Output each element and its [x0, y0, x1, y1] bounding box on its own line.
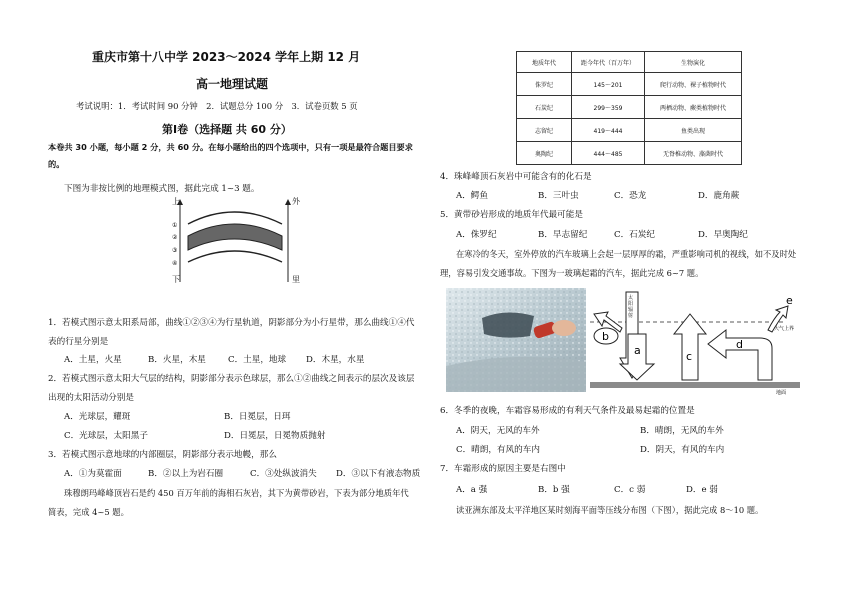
q2-option-b: B．日冕层，日珥 [224, 412, 291, 422]
q5-stem: 5．黄带砂岩形成的地质年代最可能是 [440, 210, 583, 220]
label-bottom-right: 里 [292, 275, 300, 284]
page-title: 重庆市第十八中学 2023～2024 学年上期 12 月 [92, 50, 361, 64]
table-row [517, 142, 742, 165]
cleared-patch [482, 312, 534, 337]
model-figure [166, 196, 306, 288]
q1-option-a: A．土星，火星 [64, 355, 122, 365]
shaded-band [188, 224, 282, 250]
table-cell: 奥陶纪 [517, 142, 572, 165]
q2-option-d: D．日冕层，日冕物质抛射 [224, 431, 326, 441]
table-row [517, 73, 742, 96]
label-top-right: 外 [292, 197, 300, 206]
curve-1 [188, 212, 282, 224]
q4-stem: 4．珠峰峰顶石灰岩中可能含有的化石是 [440, 172, 592, 182]
q5-option-a: A．侏罗纪 [456, 230, 497, 240]
geologic-time-table [516, 51, 742, 165]
q4-option-b: B．三叶虫 [538, 191, 579, 201]
marker-3: ③ [172, 247, 178, 254]
label-ground: 地面 [776, 390, 787, 396]
table-cell: 爬行动物、裸子植物时代 [645, 73, 742, 96]
intro-q6-7-b: 理，容易引发交通事故。下图为一玻璃起霜的汽车，据此完成 6~7 题。 [440, 268, 704, 278]
label-d: d [736, 338, 743, 351]
arrow-a [620, 334, 654, 380]
q6-option-a: A．阴天，无风的车外 [456, 426, 540, 436]
q7-option-c: C．c 弱 [614, 485, 646, 495]
q7-stem: 7．车霜形成的原因主要是右图中 [440, 464, 566, 474]
table-row [517, 96, 742, 119]
frost-radiation-diagram [590, 286, 806, 398]
table-header-row [517, 52, 742, 73]
table-cell: 444～485 [572, 142, 645, 165]
q6-stem: 6．冬季的夜晚，车霜容易形成的有利天气条件及最易起霜的位置是 [440, 406, 695, 416]
table-cell: 志留纪 [517, 119, 572, 142]
intro-q4-5-a: 珠穆朗玛峰峰顶岩石是约 450 百万年前的海相石灰岩，其下为黄带砂岩，下表为部分地质年代 [64, 488, 409, 498]
intro-q8-10: 读亚洲东部及太平洋地区某时刻海平面等压线分布图（下图），据此完成 8～10 题。 [456, 505, 764, 515]
table-cell: 侏罗纪 [517, 73, 572, 96]
table-row [517, 119, 742, 142]
table-header: 地质年代 [517, 52, 572, 73]
table-cell: 石炭纪 [517, 96, 572, 119]
label-solar-radiation: 太阳辐射 [628, 295, 634, 319]
table-cell: 145～201 [572, 73, 645, 96]
q4-option-d: D．鹿角蕨 [698, 191, 740, 201]
instructions: 本卷共 30 小题，每小题 2 分，共 60 分。在每小题给出的四个选项中，只有一项是最符合题目要求的。 [48, 142, 413, 169]
table-header: 距今年代（百万年） [572, 52, 645, 73]
label-bottom-left: 下 [172, 275, 180, 284]
page-subtitle: 高一地理试题 [196, 77, 269, 91]
car-hood-edge [446, 357, 586, 392]
label-c: c [686, 350, 693, 363]
q6-option-b: B．晴朗，无风的车外 [640, 426, 724, 436]
label-atmosphere-top: 大气上界 [774, 326, 795, 332]
intro-q4-5-b: 简表，完成 4~5 题。 [48, 507, 129, 517]
hand-icon [552, 320, 576, 336]
q7-option-d: D．e 弱 [686, 485, 718, 495]
table-cell: 419～444 [572, 119, 645, 142]
table-header: 生物演化 [645, 52, 742, 73]
label-top-left: 上 [172, 197, 180, 206]
q5-option-b: B．早志留纪 [538, 230, 588, 240]
frosted-car-photo [446, 288, 586, 392]
q7-option-a: A．a 强 [456, 485, 488, 495]
q1-stem-a: 1．若模式图示意太阳系局部，曲线①②③④为行星轨道，阴影部分为小行星带，那么曲线①④代 [48, 318, 415, 328]
table-cell: 无脊椎动物、藻菌时代 [645, 142, 742, 165]
intro-q6-7-a: 在寒冷的冬天，室外停放的汽车玻璃上会起一层厚厚的霜，严重影响司机的视线，如不及时处 [456, 249, 797, 259]
q2-stem-a: 2．若模式图示意太阳大气层的结构，阴影部分表示色球层，那么①②曲线之间表示的层次及该层 [48, 374, 415, 384]
table-cell: 299～359 [572, 96, 645, 119]
section-title: 第Ⅰ卷（选择题 共 60 分） [162, 123, 292, 136]
q7-option-b: B．b 强 [538, 485, 570, 495]
label-b: b [602, 330, 609, 343]
q3-option-d: D．③以下有液态物质 [336, 469, 421, 479]
table-cell: 鱼类出现 [645, 119, 742, 142]
arrow-c [674, 314, 706, 380]
marker-1: ① [172, 222, 178, 229]
ground-strip [590, 382, 800, 388]
q3-option-c: C．③处纵波消失 [250, 469, 317, 479]
q5-option-d: D．早奥陶纪 [698, 230, 748, 240]
label-e: e [786, 294, 793, 307]
q1-option-d: D．木星，水星 [306, 355, 365, 365]
q2-option-a: A．光球层，耀斑 [64, 412, 131, 422]
curve-4 [188, 251, 282, 262]
q6-option-c: C．晴朗，有风的车内 [456, 445, 540, 455]
q3-option-a: A．①为莫霍面 [64, 469, 122, 479]
table-cell: 两栖动物、蕨类植物时代 [645, 96, 742, 119]
q2-option-c: C．光球层，太阳黑子 [64, 431, 148, 441]
marker-2: ② [172, 234, 178, 241]
q2-stem-b: 出现的太阳活动分别是 [48, 393, 134, 403]
q1-stem-b: 表的行星分别是 [48, 337, 109, 347]
exam-info: 考试说明：1．考试时间 90 分钟 2．试题总分 100 分 3．试卷页数 5 页 [76, 101, 358, 111]
q1-option-b: B．火星，木星 [148, 355, 206, 365]
q3-option-b: B．②以上为岩石圈 [148, 469, 224, 479]
q4-option-c: C．恐龙 [614, 191, 647, 201]
q3-stem: 3．若模式图示意地球的内部圈层，阴影部分表示地幔，那么 [48, 450, 277, 460]
marker-4: ④ [172, 260, 178, 267]
q5-option-c: C．石炭纪 [614, 230, 655, 240]
q1-option-c: C．土星，地球 [228, 355, 287, 365]
intro-q1-3: 下图为非按比例的地理模式图，据此完成 1~3 题。 [64, 184, 260, 194]
q6-option-d: D．阴天，有风的车内 [640, 445, 725, 455]
label-a: a [634, 344, 641, 357]
q4-option-a: A．鳄鱼 [456, 191, 488, 201]
